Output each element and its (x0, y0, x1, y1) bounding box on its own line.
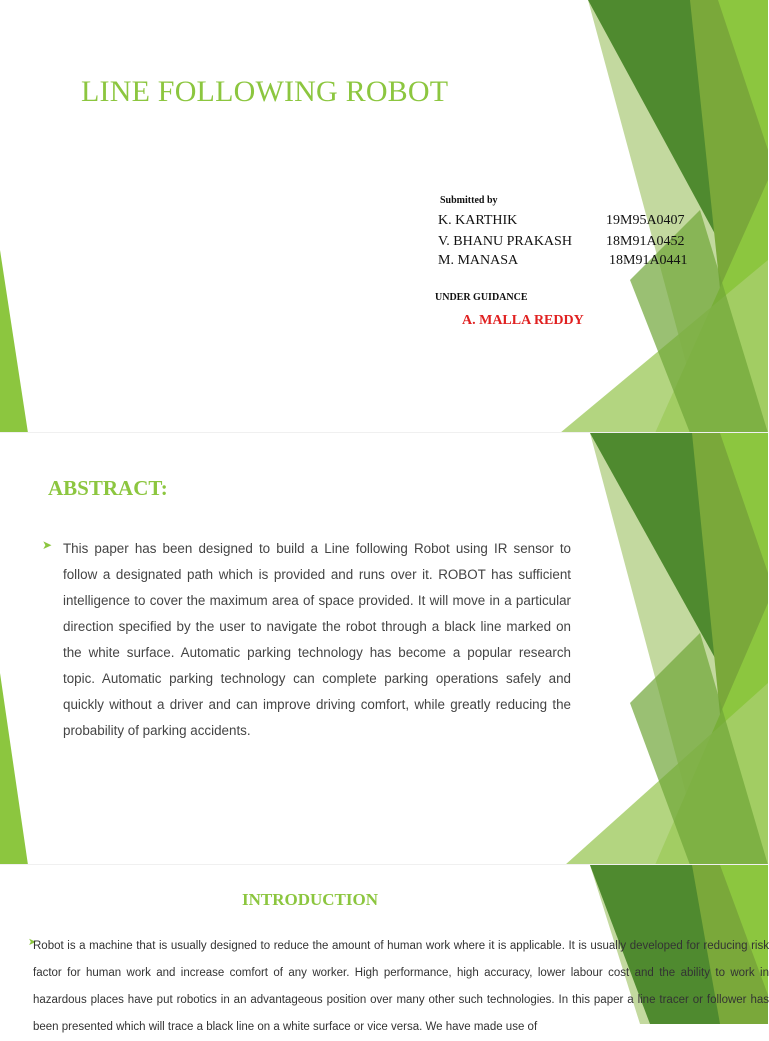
page-title: LINE FOLLOWING ROBOT (81, 75, 449, 108)
submitted-by-label: Submitted by (440, 195, 498, 206)
guide-name: A. MALLA REDDY (462, 313, 584, 328)
abstract-heading: ABSTRACT: (48, 476, 168, 500)
title-slide (0, 0, 768, 433)
member-row (438, 234, 685, 250)
member-row (438, 253, 688, 269)
member-name: V. BHANU PRAKASH (438, 234, 572, 249)
member-id: 18M91A0452 (606, 234, 685, 249)
member-row (438, 213, 685, 229)
member-id: 19M95A0407 (606, 213, 685, 228)
member-id: 18M91A0441 (609, 253, 688, 268)
guidance-label: UNDER GUIDANCE (435, 292, 528, 303)
member-name: M. MANASA (438, 253, 519, 268)
arrowhead-bullet-icon: ➤ (28, 937, 37, 948)
introduction-slide (0, 865, 769, 1033)
abstract-text: This paper has been designed to build a Line following Robot using IR sensor to follow a designated path which is provided and runs over it. ROBOT has sufficient intelligence to cover the maximum area of space provided. It will move in a particular direction specified by the user to navigate the robot through a black line marked on the white surface. Automatic parking technology has become a popular research topic. Automatic parking technology can complete parking operations safely and quickly without a driver and can improve driving comfort, while greatly reducing the probability of parking accidents. (63, 541, 571, 738)
abstract-slide (0, 433, 768, 865)
arrowhead-bullet-icon: ➤ (42, 538, 53, 552)
introduction-heading: INTRODUCTION (242, 890, 379, 909)
member-name: K. KARTHIK (438, 213, 518, 228)
introduction-text: Robot is a machine that is usually designed to reduce the amount of human work where it is applicable. It is usually developed for reducing risk factor for human work and increase comfort of any worker. High performance, high accuracy, lower labour cost and the ability to work in hazardous places have put robotics in an advantageous position over many other such technologies. In this paper a line tracer or follower has been presented which will trace a black line on a white surface or vice versa. We have made use of (33, 940, 769, 1033)
